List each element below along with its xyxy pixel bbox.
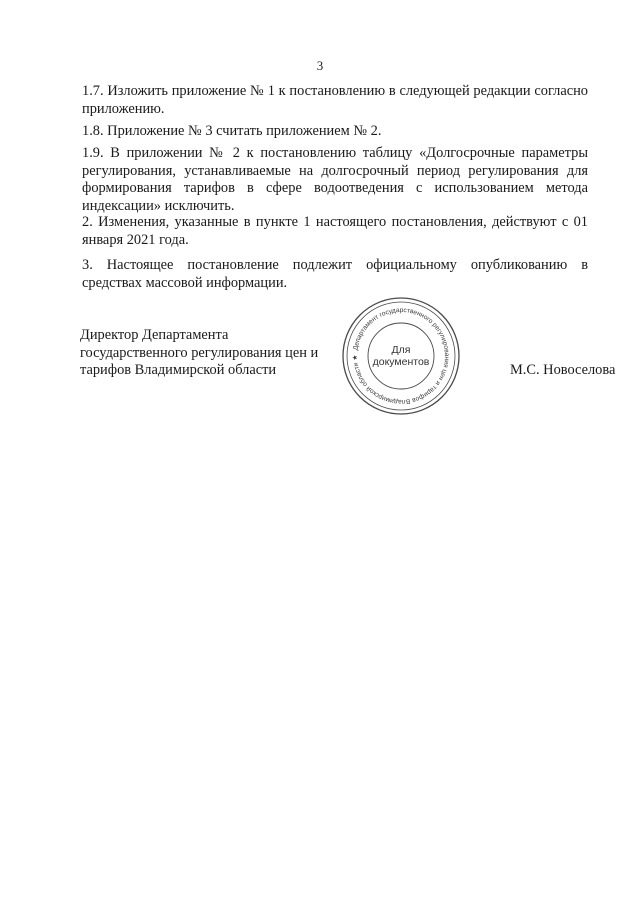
page-number: 3	[316, 58, 324, 73]
stamp-center-line-1: Для	[391, 344, 411, 356]
paragraph-2: 2. Изменения, указанные в пункте 1 настоящего постановления, действуют с 01 января 2021 года.	[82, 214, 588, 248]
paragraph-1-9: 1.9. В приложении № 2 к постановлению таблицу «Долгосрочные параметры регулирования, устанавливаемые на долгосрочный период регулирования для формирования тарифов в сфере водоотведения с использованием метода индексации» исключить.	[82, 145, 588, 214]
position-line-2: государственного регулирования цен и	[80, 344, 319, 361]
signatory-name: М.С. Новоселова	[510, 362, 616, 378]
paragraph-1-7: 1.7. Изложить приложение № 1 к постановлению в следующей редакции согласно приложению.	[82, 83, 588, 117]
stamp-ring-lettering	[339, 418, 340, 419]
stamp-ring-text: Департамент государственного регулирования цен и тарифов Владимирской области ★	[351, 306, 451, 406]
paragraph-3: 3. Настоящее постановление подлежит официальному опубликованию в средствах массовой информации.	[82, 257, 588, 291]
position-line-1: Директор Департамента	[80, 327, 229, 343]
paragraph-1-8: 1.8. Приложение № 3 считать приложением № 2.	[82, 123, 382, 139]
signatory-position	[80, 327, 318, 380]
official-stamp	[339, 294, 463, 418]
position-line-3: тарифов Владимирской области	[80, 362, 277, 378]
stamp-center-line-2: документов	[372, 356, 430, 368]
stamp-center-text	[339, 294, 463, 418]
